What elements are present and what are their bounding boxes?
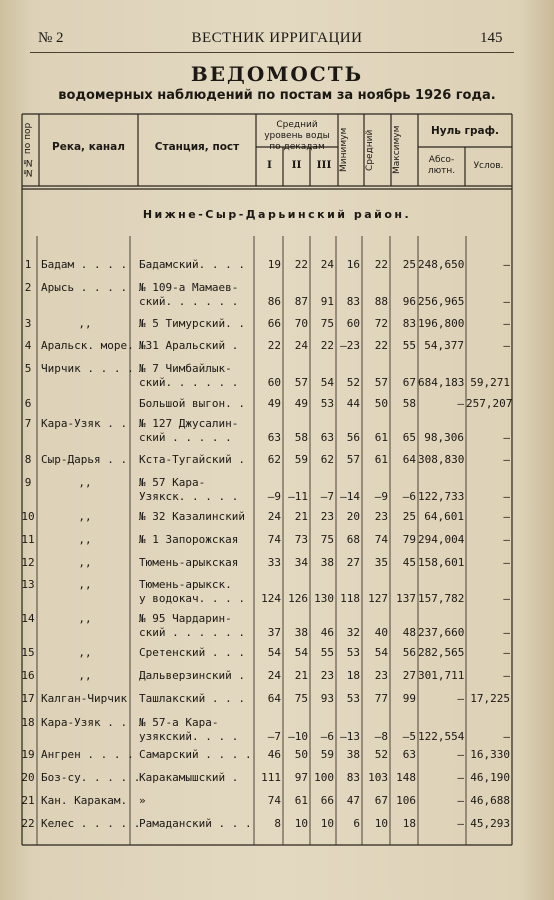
row-d2: 21 (294, 510, 308, 523)
row-d2: 59 (294, 453, 308, 466)
row-min: 83 (346, 295, 360, 308)
row-abs: — (457, 817, 464, 830)
row-number: 13 (21, 578, 35, 591)
row-abs: 256,965 (418, 295, 465, 308)
row-min: 6 (353, 817, 360, 830)
col-max-header: Максимум (392, 125, 402, 175)
row-d1: 60 (267, 376, 281, 389)
row-station: у водокач. . . . (139, 592, 245, 605)
row-d2: 49 (294, 397, 308, 410)
row-min: 53 (346, 646, 360, 659)
row-avg: 61 (374, 453, 388, 466)
row-river: Боз-су. . . . . (41, 771, 141, 784)
row-number: 19 (21, 748, 35, 761)
row-d3: 38 (320, 556, 334, 569)
row-d2: 50 (294, 748, 308, 761)
row-d3: 10 (320, 817, 334, 830)
row-d2: 58 (294, 431, 308, 444)
row-station: № 5 Тимурский. . (139, 317, 245, 330)
row-station: № 32 Казалинский (139, 510, 245, 523)
row-cond: 45,293 (470, 817, 510, 830)
row-d3: 59 (320, 748, 334, 761)
col-river-header: Река, канал (52, 141, 125, 153)
row-river: ,, (78, 533, 92, 546)
row-number: 15 (21, 646, 35, 659)
row-d1: 74 (267, 794, 281, 807)
row-number: 3 (24, 317, 32, 330)
row-min: 27 (346, 556, 360, 569)
row-d3: 54 (320, 376, 334, 389)
row-cond: 46,190 (470, 771, 510, 784)
row-abs: 308,830 (418, 453, 465, 466)
row-max: 65 (402, 431, 416, 444)
row-avg: 23 (374, 510, 388, 523)
row-d1: 22 (267, 339, 281, 352)
row-cond: 16,330 (470, 748, 510, 761)
row-max: 106 (396, 794, 416, 807)
row-min: 38 (346, 748, 360, 761)
col-min-header: Минимум (339, 127, 349, 173)
row-river: Сыр-Дарья . . (41, 453, 128, 466)
row-abs: 294,004 (418, 533, 465, 546)
row-abs: 54,377 (424, 339, 464, 352)
row-abs: — (457, 397, 464, 410)
row-min: 60 (346, 317, 360, 330)
row-abs: — (457, 771, 464, 784)
row-avg: 74 (374, 533, 388, 546)
col-number-header: №№ по пор (23, 122, 33, 178)
row-avg: 10 (374, 817, 388, 830)
row-min: 47 (346, 794, 360, 807)
row-avg: —8 (374, 730, 388, 743)
row-d3: 66 (320, 794, 334, 807)
row-d2: 126 (288, 592, 308, 605)
row-river: Кан. Каракам. (41, 794, 128, 807)
row-abs: — (457, 692, 464, 705)
row-abs: — (457, 748, 464, 761)
row-river: Кара-Узяк . . (41, 716, 128, 729)
row-max: 64 (402, 453, 416, 466)
row-d1: 62 (267, 453, 281, 466)
row-max: 58 (402, 397, 416, 410)
row-d2: 24 (294, 339, 308, 352)
row-max: —6 (402, 490, 416, 503)
row-d2: —11 (288, 490, 308, 503)
row-d2: 70 (294, 317, 308, 330)
row-number: 17 (21, 692, 35, 705)
row-abs: 196,800 (418, 317, 465, 330)
row-d1: 19 (267, 258, 281, 271)
row-number: 18 (21, 716, 35, 729)
row-min: 52 (346, 376, 360, 389)
row-avg: 54 (374, 646, 388, 659)
row-number: 20 (21, 771, 35, 784)
row-cond: 17,225 (470, 692, 510, 705)
row-station: № 109-а Мамаев- (139, 281, 239, 294)
row-cond: — (503, 533, 510, 546)
row-d1: 54 (267, 646, 281, 659)
row-avg: —9 (374, 490, 388, 503)
row-d2: 57 (294, 376, 308, 389)
row-abs: 64,601 (424, 510, 464, 523)
row-d2: 21 (294, 669, 308, 682)
col-conditional-header: Услов. (473, 161, 504, 171)
row-min: 44 (346, 397, 360, 410)
row-max: 48 (402, 626, 416, 639)
row-avg: 22 (374, 258, 388, 271)
row-station: Кста-Тугайский . (139, 453, 245, 466)
row-cond: — (503, 339, 510, 352)
row-station: Ташлакский . . . (139, 692, 245, 705)
row-d2: —10 (288, 730, 308, 743)
row-number: 16 (21, 669, 35, 682)
row-d3: 23 (320, 510, 334, 523)
row-number: 5 (24, 362, 32, 375)
row-d1: 46 (267, 748, 281, 761)
row-cond: — (503, 431, 510, 444)
row-station: № 57 Кара- (139, 476, 206, 489)
row-river: ,, (78, 612, 92, 625)
row-number: 10 (21, 510, 35, 523)
row-river: Бадам . . . . (41, 258, 128, 271)
row-d1: —7 (267, 730, 281, 743)
row-station: узякский. . . . (139, 730, 239, 743)
row-min: 83 (346, 771, 360, 784)
row-d2: 22 (294, 258, 308, 271)
row-avg: 127 (368, 592, 388, 605)
row-d3: 23 (320, 669, 334, 682)
row-station: № 95 Чардарин- (139, 612, 232, 625)
row-avg: 22 (374, 339, 388, 352)
row-min: —23 (340, 339, 360, 352)
row-d3: 24 (320, 258, 334, 271)
row-min: 20 (346, 510, 360, 523)
row-number: 22 (21, 817, 35, 830)
row-station: ский. . . . . . (139, 376, 239, 389)
row-max: 63 (402, 748, 416, 761)
col-decade-1-header: I (267, 159, 272, 171)
row-d1: —9 (267, 490, 281, 503)
region-title: Нижне-Сыр-Дарьинский район. (142, 208, 412, 221)
row-d3: 46 (320, 626, 334, 639)
row-d2: 73 (294, 533, 308, 546)
row-avg: 103 (368, 771, 388, 784)
row-number: 11 (21, 533, 35, 546)
col-decade-2-header: II (291, 159, 302, 171)
row-max: 67 (402, 376, 416, 389)
row-max: 45 (402, 556, 416, 569)
row-d3: 130 (314, 592, 334, 605)
row-d2: 61 (294, 794, 308, 807)
row-abs: 122,733 (418, 490, 465, 503)
row-station: Дальверзинский . (139, 669, 245, 682)
row-abs: 282,565 (418, 646, 465, 659)
col-avg-group-header: Средний уровень воды по декадам (264, 120, 330, 152)
row-abs: 237,660 (418, 626, 465, 639)
issue-number: № 2 (38, 30, 64, 46)
row-d1: 37 (267, 626, 281, 639)
row-river: ,, (78, 646, 92, 659)
row-station: Сретенский . . . (139, 646, 245, 659)
row-abs: 122,554 (418, 730, 465, 743)
row-station: Большой выгон. . (139, 397, 245, 410)
row-max: 55 (402, 339, 416, 352)
row-station: Бадамский. . . . (139, 258, 245, 271)
row-avg: 57 (374, 376, 388, 389)
row-min: —14 (340, 490, 360, 503)
document-title: ВЕДОМОСТЬ (190, 62, 364, 86)
row-max: 25 (402, 510, 416, 523)
row-min: 57 (346, 453, 360, 466)
row-cond: — (503, 317, 510, 330)
row-d1: 64 (267, 692, 281, 705)
row-station: № 1 Запорожская (139, 533, 239, 546)
row-river: ,, (78, 476, 92, 489)
row-avg: 61 (374, 431, 388, 444)
row-d2: 38 (294, 626, 308, 639)
row-max: 18 (402, 817, 416, 830)
row-cond: — (503, 646, 510, 659)
row-river: Калган-Чирчик (41, 692, 128, 705)
row-river: ,, (78, 510, 92, 523)
row-max: 96 (402, 295, 416, 308)
row-cond: — (503, 592, 510, 605)
row-abs: 98,306 (424, 431, 464, 444)
row-cond: — (503, 626, 510, 639)
row-avg: 35 (374, 556, 388, 569)
document-subtitle: водомерных наблюдений по постам за ноябрь 1926 года. (58, 88, 496, 103)
row-avg: 52 (374, 748, 388, 761)
row-d1: 66 (267, 317, 281, 330)
row-avg: 88 (374, 295, 388, 308)
row-min: 53 (346, 692, 360, 705)
row-cond: — (503, 453, 510, 466)
row-d3: 75 (320, 317, 334, 330)
row-number: 7 (24, 417, 32, 430)
row-cond: — (503, 490, 510, 503)
row-river: Кара-Узяк . . (41, 417, 128, 430)
row-station: Рамаданский . . . (139, 817, 252, 830)
row-station: №31 Аральский . (139, 339, 239, 352)
row-max: 25 (402, 258, 416, 271)
col-zero-group-header: Нуль граф. (430, 125, 500, 137)
row-river: Ангрен . . . . (41, 748, 134, 761)
col-absolute-header: Абсо- лютн. (427, 155, 456, 176)
row-abs: — (457, 794, 464, 807)
row-river: ,, (78, 317, 92, 330)
row-abs: 684,183 (418, 376, 465, 389)
row-d3: —6 (320, 730, 334, 743)
row-max: 56 (402, 646, 416, 659)
row-number: 8 (24, 453, 32, 466)
row-d3: 93 (320, 692, 334, 705)
row-d3: 55 (320, 646, 334, 659)
row-max: 148 (396, 771, 416, 784)
row-number: 21 (21, 794, 35, 807)
row-d1: 111 (261, 771, 281, 784)
row-max: 79 (402, 533, 416, 546)
row-cond: — (503, 510, 510, 523)
col-avg-header: Средний (365, 129, 375, 171)
row-abs: 248,650 (418, 258, 465, 271)
row-cond: — (503, 258, 510, 271)
row-avg: 40 (374, 626, 388, 639)
row-d1: 24 (267, 510, 281, 523)
row-abs: 301,711 (418, 669, 465, 682)
row-river: Арысь . . . . (41, 281, 128, 294)
row-min: 16 (346, 258, 360, 271)
row-cond: 46,688 (470, 794, 510, 807)
row-d2: 75 (294, 692, 308, 705)
row-river: ,, (78, 578, 92, 591)
row-station: ский . . . . . . (139, 626, 245, 639)
col-station-header: Станция, пост (154, 141, 240, 153)
page-number: 145 (480, 30, 503, 46)
row-d3: 62 (320, 453, 334, 466)
row-station: ский . . . . . (139, 431, 232, 444)
row-d2: 10 (294, 817, 308, 830)
row-station: Каракамышский . (139, 771, 239, 784)
row-cond: 257,207 (466, 397, 513, 410)
row-d3: 53 (320, 397, 334, 410)
row-river: Аральск. море. (41, 339, 134, 352)
row-d1: 33 (267, 556, 281, 569)
row-max: —5 (402, 730, 416, 743)
row-max: 27 (402, 669, 416, 682)
row-min: —13 (340, 730, 360, 743)
row-d3: 63 (320, 431, 334, 444)
row-min: 68 (346, 533, 360, 546)
row-avg: 67 (374, 794, 388, 807)
row-cond: — (503, 295, 510, 308)
row-min: 118 (340, 592, 360, 605)
row-cond: 59,271 (470, 376, 510, 389)
row-d1: 74 (267, 533, 281, 546)
row-number: 1 (24, 258, 32, 271)
row-d1: 86 (267, 295, 281, 308)
col-decade-3-header: III (316, 159, 332, 171)
journal-title: ВЕСТНИК ИРРИГАЦИИ (191, 30, 363, 46)
row-d3: 100 (314, 771, 334, 784)
row-avg: 23 (374, 669, 388, 682)
row-number: 12 (21, 556, 35, 569)
row-river: Келес . . . . . (41, 817, 141, 830)
row-river: ,, (78, 556, 92, 569)
row-d1: 124 (261, 592, 281, 605)
row-abs: 157,782 (418, 592, 465, 605)
row-number: 4 (24, 339, 32, 352)
row-d2: 87 (294, 295, 308, 308)
row-d1: 8 (274, 817, 281, 830)
row-max: 83 (402, 317, 416, 330)
row-cond: — (503, 730, 510, 743)
row-min: 18 (346, 669, 360, 682)
row-max: 99 (402, 692, 416, 705)
row-d1: 24 (267, 669, 281, 682)
row-d3: —7 (320, 490, 334, 503)
row-d1: 63 (267, 431, 281, 444)
row-max: 137 (396, 592, 416, 605)
row-river: ,, (78, 669, 92, 682)
row-avg: 77 (374, 692, 388, 705)
row-d3: 75 (320, 533, 334, 546)
row-station: № 127 Джусалин- (139, 417, 239, 430)
row-avg: 72 (374, 317, 388, 330)
row-d3: 22 (320, 339, 334, 352)
row-abs: 158,601 (418, 556, 465, 569)
row-station: » (139, 794, 146, 807)
row-river: Чирчик . . . . (41, 362, 134, 375)
row-station: ский. . . . . . (139, 295, 239, 308)
row-station: № 7 Чимбайлык- (139, 362, 232, 375)
row-station: Узякск. . . . . (139, 490, 239, 503)
row-number: 9 (24, 476, 32, 489)
row-d2: 54 (294, 646, 308, 659)
row-d2: 97 (294, 771, 308, 784)
row-station: Тюмень-арыкск. (139, 578, 232, 591)
row-station: Тюмень-арыкская (139, 556, 239, 569)
row-number: 2 (24, 281, 32, 294)
row-cond: — (503, 669, 510, 682)
row-d1: 49 (267, 397, 281, 410)
row-d2: 34 (294, 556, 308, 569)
row-avg: 50 (374, 397, 388, 410)
row-min: 32 (346, 626, 360, 639)
row-d3: 91 (320, 295, 334, 308)
row-station: Самарский . . . . (139, 748, 252, 761)
row-number: 6 (24, 397, 32, 410)
row-cond: — (503, 556, 510, 569)
row-number: 14 (21, 612, 35, 625)
row-station: № 57-а Кара- (139, 716, 219, 729)
row-min: 56 (346, 431, 360, 444)
